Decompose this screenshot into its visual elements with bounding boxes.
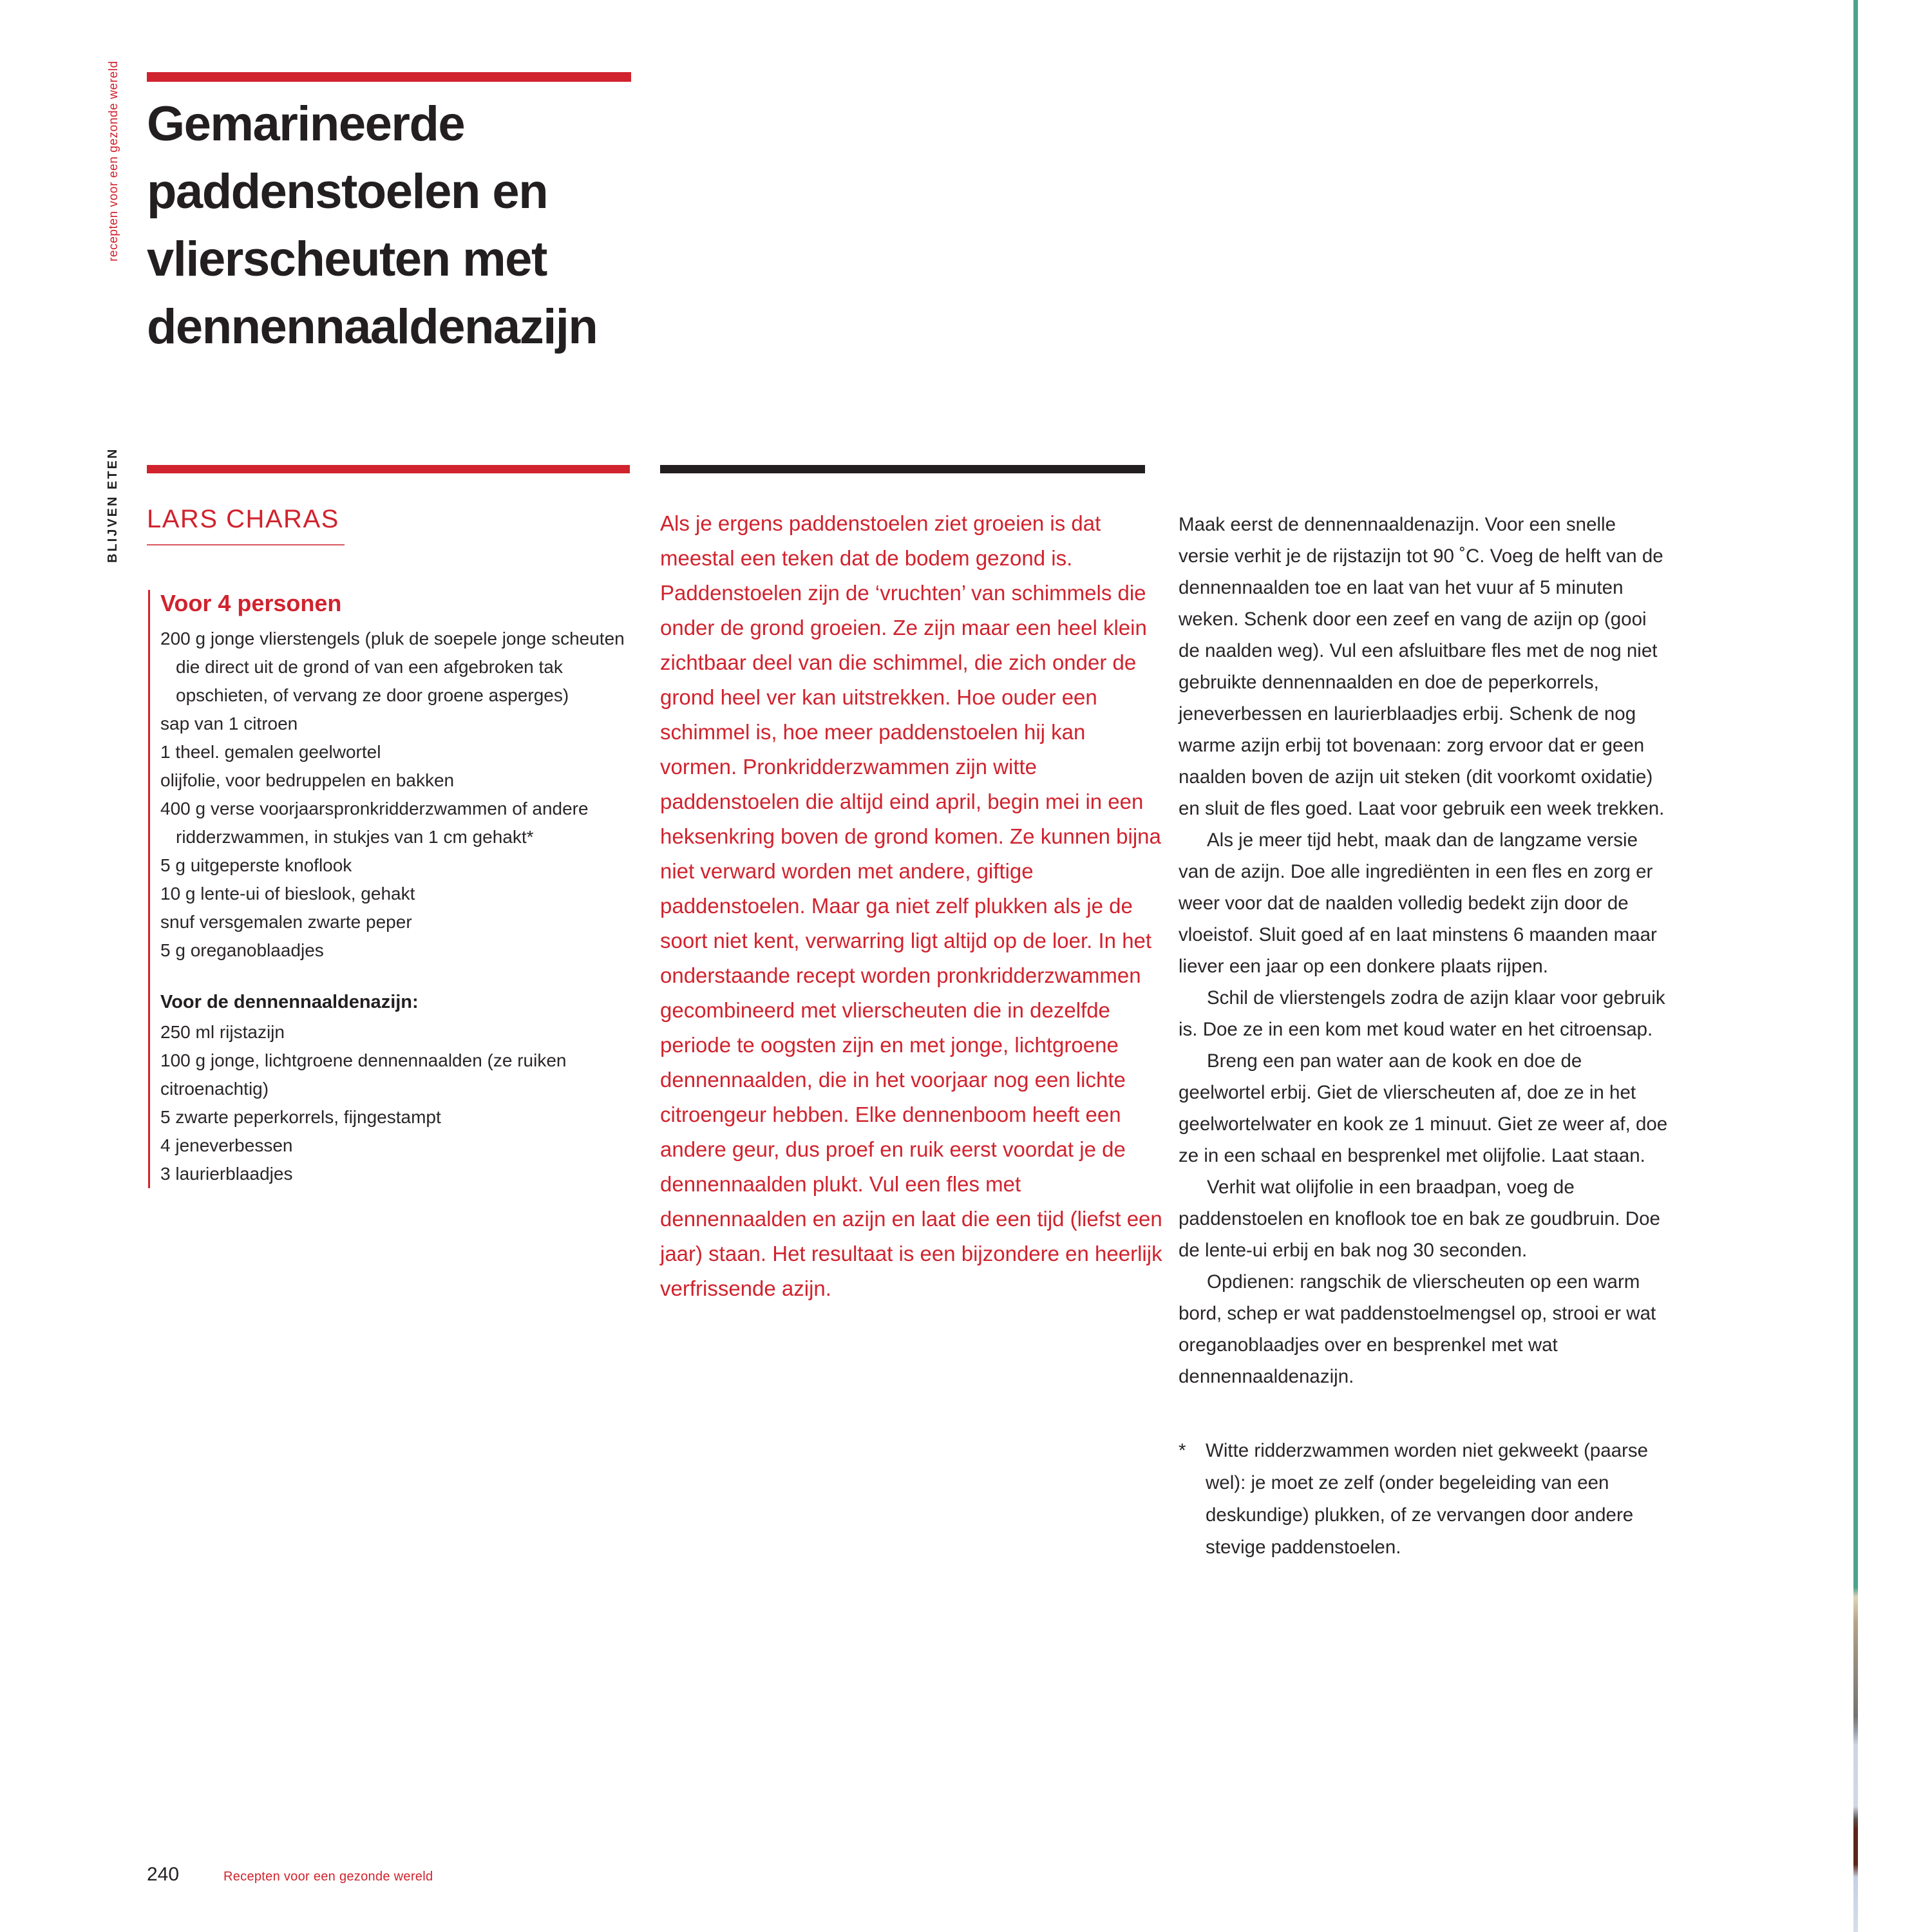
series-vertical-label: recepten voor een gezonde wereld bbox=[107, 61, 120, 261]
ingredient-item: sap van 1 citroen bbox=[160, 714, 298, 734]
page-edge-strip bbox=[1853, 0, 1858, 1932]
footnote-marker: * bbox=[1179, 1440, 1186, 1461]
method-paragraph: Als je meer tijd hebt, maak dan de langzame versie van de azijn. Doe alle ingrediënten in een fles en zorg er weer voor dat de naalden volledig bedekt zijn door de vloeistof. Sluit goed af en laat minstens 6 maanden maar liever een jaar op een donkere plaats rijpen. bbox=[1179, 829, 1657, 977]
title-rule bbox=[147, 72, 631, 82]
ingredient-item: 250 ml rijstazijn bbox=[160, 1022, 285, 1042]
author-rule bbox=[147, 465, 630, 473]
page-number: 240 bbox=[147, 1864, 180, 1885]
ingredients-panel bbox=[148, 590, 638, 1188]
section-vertical-label: BLIJVEN ETEN bbox=[106, 447, 120, 563]
footnote bbox=[1179, 1435, 1671, 1564]
method-paragraph: Maak eerst de dennennaaldenazijn. Voor een snelle versie verhit je de rijstazijn tot 90 ˚C. Voeg de helft van de dennennaalden toe en laat van het vuur af 5 minuten weken. Schenk door een zeef en vang de azijn op (gooi de naalden weg). Vul een afsluitbare fles met de nog niet gebruikte dennennaalden en doe de peperkorrels, jeneverbessen en laurierblaadjes erbij. Schenk de nog warme azijn erbij tot bovenaan: zorg ervoor dat er geen naalden boven de azijn uit steken (dit voorkomt oxidatie) en sluit de fles goed. Laat voor gebruik een week trekken. bbox=[1179, 514, 1665, 819]
ingredient-item: 100 g jonge, lichtgroene dennennaalden (ze ruiken citroenachtig) bbox=[160, 1050, 567, 1099]
ingredient-item: snuf versgemalen zwarte peper bbox=[160, 912, 412, 932]
ingredient-item: 1 theel. gemalen geelwortel bbox=[160, 742, 381, 762]
method-paragraph: Opdienen: rangschik de vlierscheuten op een warm bord, schep er wat paddenstoelmengsel op, strooi er wat oreganoblaadjes over en besprenkel met wat dennennaaldenazijn. bbox=[1179, 1271, 1656, 1387]
ingredient-item: olijfolie, voor bedruppelen en bakken bbox=[160, 770, 455, 790]
intro-column: Als je ergens paddenstoelen ziet groeien is dat meestal een teken dat de bodem gezond is. Paddenstoelen zijn de ‘vruchten’ van schimmels die onder de grond groeien. Ze zijn maar een heel klein zichtbaar deel van die schimmel, die zich onder de grond heel ver kan uitstrekken. Hoe ouder een schimmel is, hoe meer paddenstoelen hij kan vormen. Pronkridderzwammen zijn witte paddenstoelen die altijd eind april, begin mei in een heksenkring boven de grond komen. Ze kunnen bijna niet verward worden met andere, giftige paddenstoelen. Maar ga niet zelf plukken als je de soort niet kent, verwarring ligt altijd op de loer. In het onderstaande recept worden pronkridderzwammen gecombineerd met vlierscheuten die in dezelfde periode te oogsten zijn en met jonge, lichtgroene dennennaalden, die in het voorjaar nog een lichte citroengeur hebben. Elke dennenboom heeft een andere geur, dus proef en ruik eerst voordat je de dennennaalden plukt. Vul een fles met dennennaalden en azijn en laat die een tijd (liefst een jaar) staan. Het resultaat is een bijzondere en heerlijk verfrissende azijn. bbox=[660, 511, 1162, 1300]
footer-series-title: Recepten voor een gezonde wereld bbox=[223, 1870, 433, 1884]
intro-rule bbox=[660, 465, 1145, 473]
vinegar-heading: Voor de dennennaaldenazijn: bbox=[160, 992, 419, 1012]
ingredient-item: 5 g uitgeperste knoflook bbox=[160, 855, 352, 875]
method-paragraph: Verhit wat olijfolie in een braadpan, voeg de paddenstoelen en knoflook toe en bak ze goudbruin. Doe de lente-ui erbij en bak nog 30 seconden. bbox=[1179, 1177, 1660, 1261]
footnote-text: Witte ridderzwammen worden niet gekweekt (paarse wel): je moet ze zelf (onder begeleiding van een deskundige) plukken, of ze vervangen door andere stevige paddenstoelen. bbox=[1206, 1440, 1648, 1558]
method-column bbox=[1179, 509, 1671, 1392]
ingredient-item: 5 zwarte peperkorrels, fijngestampt bbox=[160, 1107, 441, 1127]
vinegar-ingredient-list bbox=[160, 1018, 638, 1188]
method-paragraph: Breng een pan water aan de kook en doe de geelwortel erbij. Giet de vlierscheuten af, doe ze in het geelwortelwater en kook ze 1 minuut. Giet ze weer af, doe ze in een schaal en besprenkel met olijfolie. Laat staan. bbox=[1179, 1050, 1668, 1166]
ingredient-item: 3 laurierblaadjes bbox=[160, 1164, 293, 1184]
ingredient-item: 200 g jonge vlierstengels (pluk de soepele jonge scheuten die direct uit de grond of van een afgebroken tak opschieten, of vervang ze door groene asperges) bbox=[160, 629, 625, 705]
recipe-title: Gemarineerde paddenstoelen en vlierscheuten met dennennaaldenazijn bbox=[147, 97, 598, 354]
ingredient-list bbox=[160, 625, 638, 965]
ingredient-item: 5 g oreganoblaadjes bbox=[160, 940, 324, 960]
ingredient-item: 10 g lente-ui of bieslook, gehakt bbox=[160, 884, 415, 904]
servings-heading: Voor 4 personen bbox=[160, 590, 342, 616]
ingredient-item: 4 jeneverbessen bbox=[160, 1135, 293, 1155]
ingredient-item: 400 g verse voorjaarspronkridderzwammen of andere ridderzwammen, in stukjes van 1 cm gehakt* bbox=[160, 799, 589, 847]
author-name: LARS CHARAS bbox=[147, 505, 345, 545]
method-paragraph: Schil de vlierstengels zodra de azijn klaar voor gebruik is. Doe ze in een kom met koud water en het citroensap. bbox=[1179, 987, 1665, 1040]
